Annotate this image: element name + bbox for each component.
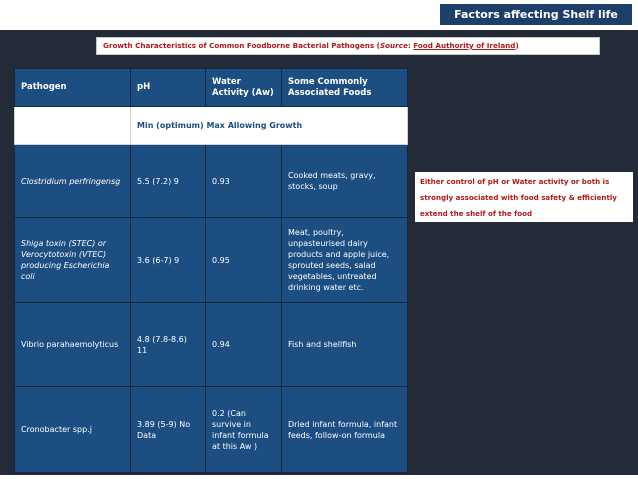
cell-ph: 3.89 (5-9) No Data xyxy=(131,387,206,473)
cell-foods: Cooked meats, gravy, stocks, soup xyxy=(282,145,408,218)
cell-foods: Meat, poultry, unpasteurised dairy products and apple juice, sprouted seeds, salad vegetables, untreated drinking water etc. xyxy=(282,218,408,303)
cell-ph: 4.8 (7.8-8.6) 11 xyxy=(131,303,206,387)
cell-ph: 5.5 (7.2) 9 xyxy=(131,145,206,218)
caption-main: Growth Characteristics of Common Foodborne Bacterial Pathogens ( xyxy=(103,41,380,50)
table-row xyxy=(15,218,408,303)
cell-aw: 0.2 (Can survive in infant formula at this Aw ) xyxy=(206,387,282,473)
table-row xyxy=(15,303,408,387)
header-ph: pH xyxy=(131,69,206,107)
subheader-blank-left xyxy=(15,107,131,145)
caption-source-label: Source xyxy=(379,41,408,50)
header-pathogen: Pathogen xyxy=(15,69,131,107)
caption-colon: : xyxy=(407,41,414,50)
table-row xyxy=(15,145,408,218)
table-subheader-row xyxy=(15,107,408,145)
cell-pathogen: Cronobacter spp.j xyxy=(15,387,131,473)
table-row xyxy=(15,387,408,473)
cell-foods: Dried infant formula, infant feeds, follow-on formula xyxy=(282,387,408,473)
cell-pathogen: Clostridium perfringensg xyxy=(15,145,131,218)
cell-aw: 0.94 xyxy=(206,303,282,387)
caption-close: ) xyxy=(515,41,519,50)
cell-pathogen: Vibrio parahaemolyticus xyxy=(15,303,131,387)
table-header-row xyxy=(15,69,408,107)
cell-ph: 3.6 (6-7) 9 xyxy=(131,218,206,303)
cell-foods: Fish and shellfish xyxy=(282,303,408,387)
cell-aw: 0.93 xyxy=(206,145,282,218)
table-caption xyxy=(96,37,600,55)
slide-title: Factors affecting Shelf life xyxy=(440,4,632,25)
note-box: Either control of pH or Water activity or both is strongly associated with food safety & efficiently extend the shelf of the food xyxy=(415,172,633,222)
caption-source-link[interactable]: Food Authority of Ireland xyxy=(413,41,516,50)
cell-aw: 0.95 xyxy=(206,218,282,303)
subheader-growth-limits: Min (optimum) Max Allowing Growth xyxy=(131,107,408,145)
cell-pathogen: Shiga toxin (STEC) or Verocytotoxin (VTEC) producing Escherichia coli xyxy=(15,218,131,303)
header-water-activity: Water Activity (Aw) xyxy=(206,69,282,107)
header-foods: Some Commonly Associated Foods xyxy=(282,69,408,107)
bottom-strip xyxy=(0,475,638,479)
pathogen-table xyxy=(14,68,408,473)
